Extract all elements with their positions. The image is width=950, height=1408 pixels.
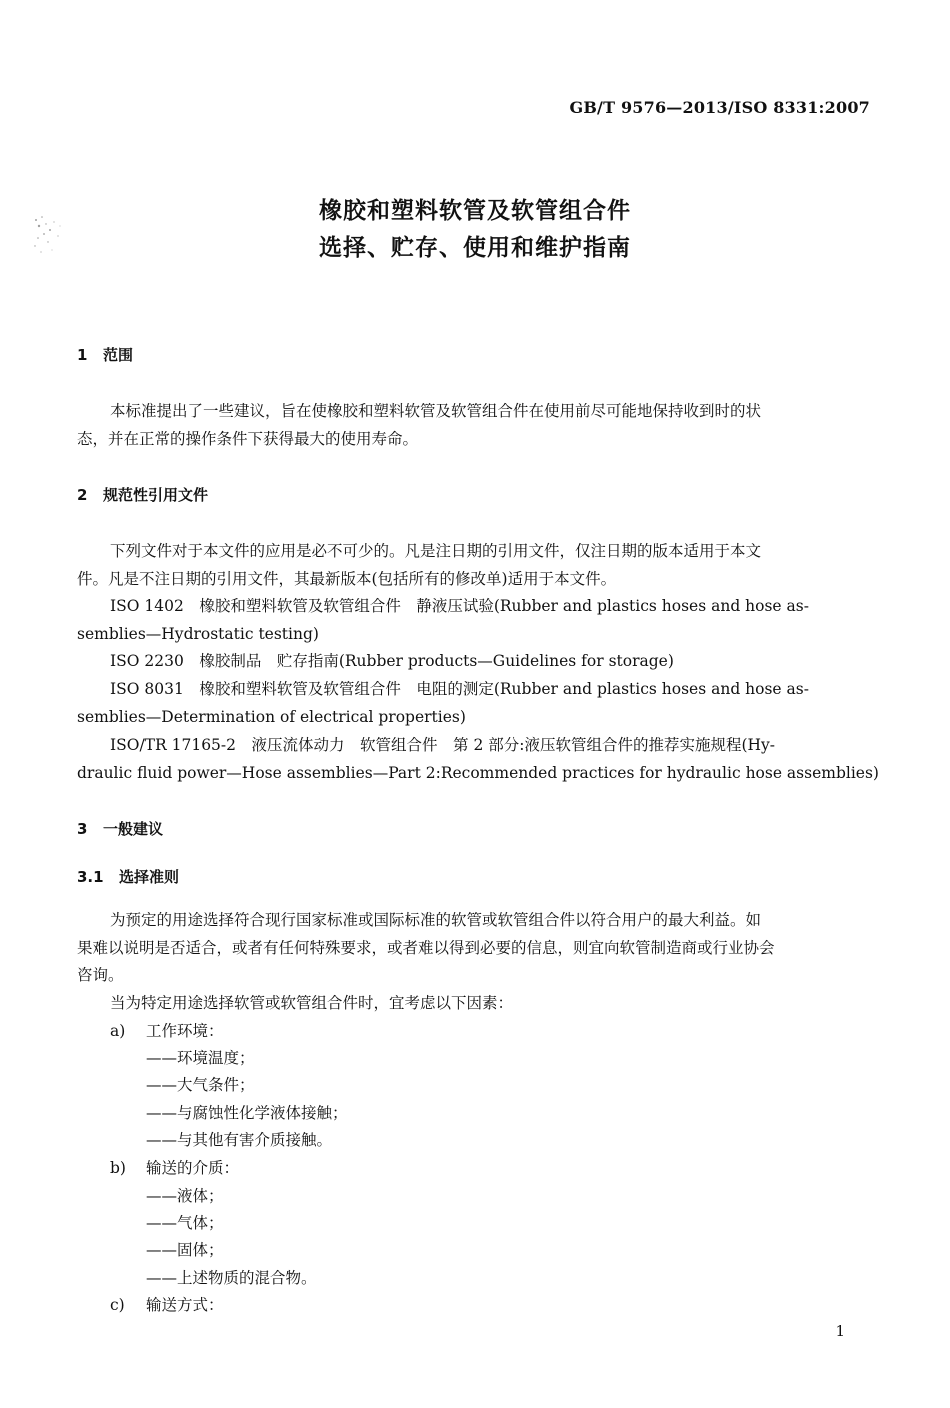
- section-number: 1: [77, 346, 88, 364]
- reference-entry: ISO 2230 橡胶制品 贮存指南(Rubber products—Guidelines for storage): [110, 652, 674, 670]
- subsection-title: 选择准则: [119, 868, 180, 886]
- section-title: 一般建议: [103, 820, 164, 838]
- section-number: 3: [77, 820, 88, 838]
- paragraph-line: 咨询。: [77, 966, 124, 984]
- sub-list-item: ——大气条件；: [146, 1076, 255, 1094]
- paragraph-line: 果难以说明是否适合，或者有任何特殊要求，或者难以得到必要的信息，则宜向软管制造商或行业协会: [77, 939, 775, 957]
- list-item: [110, 1017, 224, 1045]
- sub-list-item: ——液体；: [146, 1187, 224, 1205]
- paragraph-line: 为预定的用途选择符合现行国家标准或国际标准的软管或软管组合件以符合用户的最大利益。如: [110, 911, 762, 929]
- page-number: 1: [835, 1322, 845, 1340]
- sub-list-item: ——环境温度；: [146, 1049, 255, 1067]
- sub-list-item: ——与其他有害介质接触。: [146, 1131, 333, 1149]
- sub-list-item: ——固体；: [146, 1241, 224, 1259]
- section-2-heading: [77, 484, 208, 505]
- paragraph-line: 本标准提出了一些建议，旨在使橡胶和塑料软管及软管组合件在使用前尽可能地保持收到时的状: [110, 402, 762, 420]
- section-title: 规范性引用文件: [103, 486, 209, 504]
- reference-entry: ISO/TR 17165-2 液压流体动力 软管组合件 第 2 部分:液压软管组合件的推荐实施规程(Hy-: [110, 736, 776, 754]
- list-item: [110, 1154, 239, 1182]
- list-item-text: 输送的介质：: [146, 1159, 240, 1177]
- document-title-line1: 橡胶和塑料软管及软管组合件: [319, 198, 631, 224]
- list-item-text: 工作环境：: [146, 1022, 224, 1040]
- subsection-3-1-heading: [77, 866, 179, 887]
- paragraph-line: 态，并在正常的操作条件下获得最大的使用寿命。: [77, 430, 419, 448]
- reference-entry-continuation: draulic fluid power—Hose assemblies—Part 2:Recommended practices for hydraulic hose assemblies): [77, 764, 879, 782]
- paragraph-line: 当为特定用途选择软管或软管组合件时，宜考虑以下因素：: [110, 994, 514, 1012]
- sub-list-item: ——上述物质的混合物。: [146, 1269, 317, 1287]
- subsection-number: 3.1: [77, 868, 104, 886]
- section-1-heading: [77, 344, 133, 365]
- section-3-heading: [77, 818, 163, 839]
- standard-number-header: GB/T 9576—2013/ISO 8331:2007: [569, 98, 870, 117]
- list-item-label: b): [110, 1159, 126, 1177]
- reference-entry-continuation: semblies—Hydrostatic testing): [77, 625, 319, 643]
- paragraph-line: 下列文件对于本文件的应用是必不可少的。凡是注日期的引用文件，仅注日期的版本适用于本文: [110, 542, 762, 560]
- reference-entry-continuation: semblies—Determination of electrical properties): [77, 708, 466, 726]
- list-item-label: c): [110, 1296, 125, 1314]
- list-item-label: a): [110, 1022, 126, 1040]
- sub-list-item: ——与腐蚀性化学液体接触；: [146, 1104, 348, 1122]
- list-item-text: 输送方式：: [146, 1296, 224, 1314]
- reference-entry: ISO 1402 橡胶和塑料软管及软管组合件 静液压试验(Rubber and plastics hoses and hose as-: [110, 597, 809, 615]
- section-title: 范围: [103, 346, 134, 364]
- document-title-line2: 选择、贮存、使用和维护指南: [319, 235, 631, 261]
- reference-entry: ISO 8031 橡胶和塑料软管及软管组合件 电阻的测定(Rubber and plastics hoses and hose as-: [110, 680, 809, 698]
- section-number: 2: [77, 486, 88, 504]
- paragraph-line: 件。凡是不注日期的引用文件，其最新版本(包括所有的修改单)适用于本文件。: [77, 570, 617, 588]
- sub-list-item: ——气体；: [146, 1214, 224, 1232]
- list-item: [110, 1291, 224, 1319]
